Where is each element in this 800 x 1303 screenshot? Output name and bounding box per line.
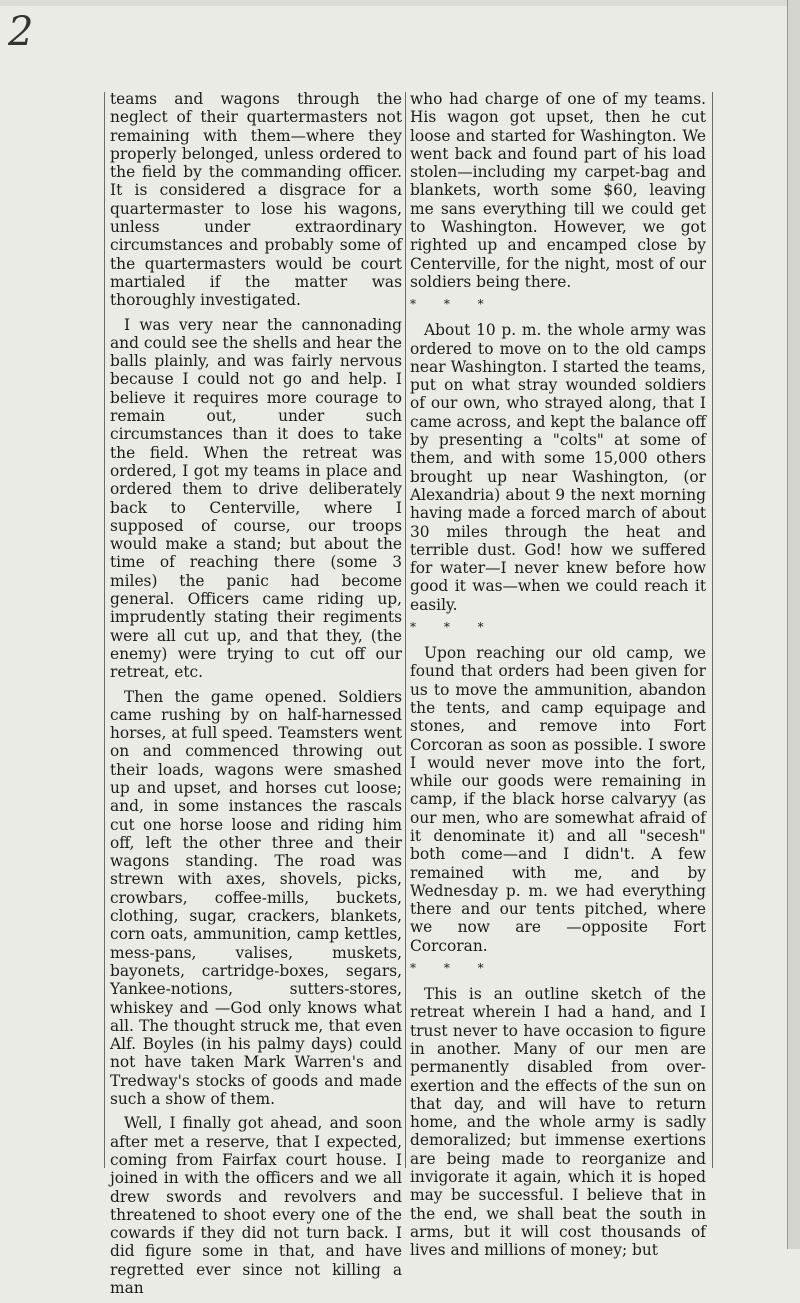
paragraph: Upon reaching our old camp, we found that orders had been given for us to move the ammunition, abandon the tents, and camp equipage and stones, and remove into Fort Corcoran as soon as possible. I swore I would never move into the fort, while our goods were remaining in camp, if the black horse calvaryy (as our men, who are somewhat afraid of it denominate it) and all "secesh" both come—and I didn't. A few remained with me, and by Wednesday p. m. we had everything there and our tents pitched, where we now are —opposite Fort Corcoran. [410,644,706,955]
page-number: 2 [8,9,34,55]
paragraph: teams and wagons through the neglect of their quartermasters not remaining with them—where they properly belonged, unless ordered to the field by the commanding officer. It is considered a disgrace for a quartermaster to lose his wagons, unless under extraordinary circumstances and probably some of the quartermasters would be court martialed if the matter was thoroughly investigated. [110,90,402,310]
section-separator: * * * [410,620,496,635]
paper-top-edge [0,0,800,6]
paragraph: This is an outline sketch of the retreat wherein I had a hand, and I trust never to have occasion to figure in another. Many of our men are permanently disabled from over-exertion and the effects of the sun on that day, and will have to return home, and the whole army is sadly demoralized; but immense exertions are being made to reorganize and invigorate it again, which it is hoped may be successful. I believe that in the end, we shall beat the south in arms, but it will cost thousands of lives and millions of money; but [410,985,706,1260]
paragraph: who had charge of one of my teams. His wagon got upset, then he cut loose and started for Washington. We went back and found part of his load stolen—including my carpet-bag and blankets, worth some $60, leaving me sans everything till we could get to Washington. However, we got righted up and encamped close by Centerville, for the night, most of our soldiers being there. [410,90,706,291]
paragraph: Well, I finally got ahead, and soon after met a reserve, that I expected, coming from Fairfax court house. I joined in with the officers and we all drew swords and revolvers and threatened to shoot every one of the cowards if they did not turn back. I did figure some in that, and have regretted ever since not killing a man [110,1114,402,1297]
paper-right-edge [787,0,800,1249]
left-column [110,90,402,1303]
column-rule-middle [405,92,406,1168]
paragraph: About 10 p. m. the whole army was ordered to move on to the old camps near Washington. I started the teams, put on what stray wounded soldiers of our own, who strayed along, that I came across, and kept the balance off by presenting a "colts" at some of them, and with some 15,000 others brought up near Washington, (or Alexandria) about 9 the next morning having made a forced march of about 30 miles through the heat and terrible dust. God! how we suffered for water—I never knew before how good it was—when we could reach it easily. [410,321,706,614]
paragraph: I was very near the cannonading and could see the shells and hear the balls plainly, and was fairly nervous because I could not go and help. I believe it requires more courage to remain out, under such circumstances than it does to take the field. When the retreat was ordered, I got my teams in place and ordered them to drive deliberately back to Centerville, where I supposed of course, our troops would make a stand; but about the time of reaching there (some 3 miles) the panic had become general. Officers came riding up, imprudently stating their regiments were all cut up, and that they, (the enemy) were trying to cut off our retreat, etc. [110,315,402,682]
section-separator: * * * [410,297,496,312]
right-column [410,90,706,1266]
paragraph: Then the game opened. Soldiers came rushing by on half-harnessed horses, at full speed. Teamsters went on and commenced throwing out their loads, wagons were smashed up and upset, and horses cut loose; and, in some instances the rascals cut one horse loose and riding him off, left the other three and their wagons standing. The road was strewn with axes, shovels, picks, crowbars, coffee-mills, buckets, clothing, sugar, crackers, blankets, corn oats, ammunition, camp kettles, mess-pans, valises, muskets, bayonets, cartridge-boxes, segars, Yankee-notions, sutters-stores, whiskey and —God only knows what all. The thought struck me, that even Alf. Boyles (in his palmy days) could not have taken Mark Warren's and Tredway's stocks of goods and made such a show of them. [110,687,402,1109]
column-rule-left [104,92,105,1168]
column-rule-right [712,92,713,1168]
section-separator: * * * [410,961,496,976]
